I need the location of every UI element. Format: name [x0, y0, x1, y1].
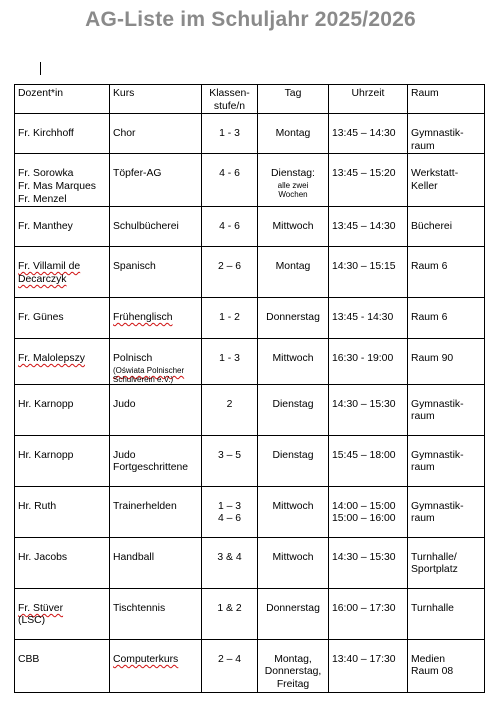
cell-dozent — [15, 339, 110, 385]
cell-klassenstufe-line — [205, 552, 254, 565]
cell-tag-note — [261, 181, 325, 190]
cell-tag — [258, 339, 329, 385]
cell-dozent-line — [18, 450, 106, 463]
cell-raum-line — [411, 312, 481, 325]
cell-uhrzeit-text: 13:45 – 14:30 — [332, 221, 396, 233]
cell-raum-text: Gymnastik- — [411, 449, 464, 461]
cell-tag-note-text: Wochen — [278, 189, 308, 199]
cell-klassenstufe — [202, 114, 258, 154]
cell-raum-line — [411, 666, 481, 679]
cell-tag — [258, 298, 329, 339]
cell-tag-line — [261, 603, 325, 616]
cell-dozent — [15, 588, 110, 639]
cell-tag — [258, 247, 329, 298]
header-kurs: Kurs — [110, 85, 202, 114]
cell-raum-text: Raum 08 — [411, 666, 454, 678]
cell-raum-line — [411, 181, 481, 194]
cell-dozent-line — [18, 181, 106, 194]
cell-raum-line — [411, 450, 481, 463]
cell-uhrzeit-text: 14:30 – 15:15 — [332, 261, 396, 273]
cell-klassenstufe-text: 2 — [226, 398, 233, 410]
cell-tag — [258, 537, 329, 588]
cell-klassenstufe-text: 1 - 2 — [219, 312, 240, 324]
cell-kurs-text: Polnisch — [113, 353, 153, 365]
cell-uhrzeit-line — [332, 552, 404, 565]
cell-tag — [258, 486, 329, 537]
cell-raum — [408, 247, 485, 298]
cell-klassenstufe-text: 4 - 6 — [219, 168, 240, 180]
cell-raum-line — [411, 128, 481, 141]
cell-uhrzeit-line — [332, 221, 404, 234]
cell-tag-line — [261, 552, 325, 565]
cell-uhrzeit-line — [332, 654, 404, 667]
cell-klassenstufe-text: 4 – 6 — [217, 513, 242, 525]
cell-uhrzeit-text: 13:45 – 14:30 — [332, 128, 396, 140]
cell-uhrzeit-line — [332, 399, 404, 412]
cell-kurs-line — [113, 312, 198, 325]
cell-dozent-text: CBB — [18, 653, 40, 665]
cell-uhrzeit-line — [332, 168, 404, 181]
cell-klassenstufe-text: 3 & 4 — [217, 551, 242, 563]
cell-uhrzeit — [329, 639, 408, 692]
cell-kurs-text: Frühenglisch — [113, 312, 173, 324]
ag-table — [14, 84, 485, 693]
cell-raum-line — [411, 603, 481, 616]
cell-raum — [408, 339, 485, 385]
cell-klassenstufe — [202, 435, 258, 486]
cell-raum-line — [411, 501, 481, 514]
text-cursor — [40, 62, 41, 75]
cell-kurs-line — [113, 399, 198, 412]
table-row — [15, 384, 485, 435]
cell-tag-line — [261, 654, 325, 667]
cell-tag-note-text: alle zwei — [277, 180, 309, 190]
cell-klassenstufe-text: 4 - 6 — [219, 221, 240, 233]
cell-klassenstufe-text: 2 – 4 — [217, 653, 242, 665]
cell-uhrzeit-text: 14:30 – 15:30 — [332, 551, 396, 563]
cell-kurs-line — [113, 168, 198, 181]
cell-kurs-text: Tischtennis — [113, 602, 166, 614]
cell-raum-text: Keller — [411, 180, 438, 192]
cell-raum — [408, 537, 485, 588]
cell-kurs — [110, 537, 202, 588]
cell-kurs-text: Computerkurs — [113, 653, 179, 665]
cell-dozent-line — [18, 552, 106, 565]
cell-tag-text: Dienstag: — [271, 168, 315, 180]
cell-dozent-line — [18, 603, 106, 616]
cell-dozent — [15, 486, 110, 537]
table-row — [15, 435, 485, 486]
cell-tag-text: Montag, — [274, 653, 312, 665]
table-row — [15, 537, 485, 588]
cell-raum — [408, 639, 485, 692]
cell-uhrzeit-text: 14:00 – 15:00 — [332, 500, 396, 512]
cell-klassenstufe-line — [205, 513, 254, 526]
cell-raum-line — [411, 411, 481, 424]
cell-raum — [408, 207, 485, 247]
cell-dozent-line — [18, 615, 106, 628]
cell-tag-text: Dienstag — [272, 449, 314, 461]
cell-raum-line — [411, 552, 481, 565]
cell-tag-text: Montag — [275, 261, 311, 273]
cell-kurs — [110, 339, 202, 385]
cell-uhrzeit-text: 14:30 – 15:30 — [332, 398, 396, 410]
cell-raum-line — [411, 513, 481, 526]
cell-dozent-text: Fr. Malolepszy — [18, 353, 85, 365]
header-tag: Tag — [258, 85, 329, 114]
cell-kurs-line — [113, 501, 198, 514]
cell-raum-line — [411, 564, 481, 577]
cell-tag-text: Freitag — [276, 678, 310, 690]
cell-klassenstufe-line — [205, 128, 254, 141]
cell-kurs — [110, 384, 202, 435]
cell-uhrzeit-line — [332, 128, 404, 141]
cell-tag-line — [261, 399, 325, 412]
cell-klassenstufe-line — [205, 353, 254, 366]
cell-uhrzeit-line — [332, 261, 404, 274]
cell-tag-line — [261, 666, 325, 679]
cell-dozent-text: Fr. Stüver — [18, 602, 64, 614]
cell-dozent-line — [18, 168, 106, 181]
cell-klassenstufe — [202, 154, 258, 207]
cell-raum-line — [411, 654, 481, 667]
cell-dozent-text: Decarczyk — [18, 273, 67, 285]
cell-kurs — [110, 114, 202, 154]
cell-raum-line — [411, 462, 481, 475]
cell-uhrzeit-line — [332, 603, 404, 616]
cell-dozent-text: Fr. Menzel — [18, 193, 67, 205]
cell-tag — [258, 207, 329, 247]
cell-dozent — [15, 639, 110, 692]
cell-raum — [408, 298, 485, 339]
cell-tag-line — [261, 450, 325, 463]
cell-dozent-text: Fr. Sorowka — [18, 168, 74, 180]
cell-uhrzeit — [329, 154, 408, 207]
cell-dozent-line — [18, 128, 106, 141]
cell-uhrzeit — [329, 486, 408, 537]
cell-raum-line — [411, 168, 481, 181]
cell-kurs-text: Chor — [113, 128, 136, 140]
cell-kurs-note-text: (Oświata Polnischer — [113, 365, 185, 375]
cell-tag-line — [261, 128, 325, 141]
cell-kurs — [110, 486, 202, 537]
cell-uhrzeit — [329, 435, 408, 486]
cell-uhrzeit — [329, 339, 408, 385]
header-klassenstufe-line2: stufe/n — [213, 100, 246, 112]
cell-dozent-text: Hr. Ruth — [18, 500, 57, 512]
cell-kurs-line — [113, 552, 198, 565]
cell-kurs — [110, 207, 202, 247]
cell-kurs — [110, 639, 202, 692]
cell-tag-text: Mittwoch — [272, 500, 314, 512]
cell-kurs-line — [113, 353, 198, 366]
cell-kurs-line — [113, 654, 198, 667]
cell-tag-text: Donnerstag — [266, 602, 320, 614]
header-raum: Raum — [408, 85, 485, 114]
cell-uhrzeit-line — [332, 353, 404, 366]
cell-raum-text: Turnhalle — [411, 602, 454, 614]
table-body — [15, 114, 485, 692]
cell-kurs-note — [113, 366, 198, 375]
cell-klassenstufe-text: 1 - 3 — [219, 353, 240, 365]
table-row — [15, 639, 485, 692]
table-row — [15, 114, 485, 154]
cell-kurs-line — [113, 450, 198, 463]
cell-uhrzeit-text: 15:45 – 18:00 — [332, 449, 396, 461]
cell-uhrzeit-line — [332, 513, 404, 526]
cell-tag — [258, 114, 329, 154]
cell-kurs-text: Judo — [113, 398, 136, 410]
cell-klassenstufe-line — [205, 221, 254, 234]
cell-raum-text: Gymnastik- — [411, 500, 464, 512]
header-klassenstufe — [202, 85, 258, 114]
cell-dozent — [15, 537, 110, 588]
cell-tag-line — [261, 261, 325, 274]
cell-dozent — [15, 154, 110, 207]
cell-raum-line — [411, 221, 481, 234]
cell-uhrzeit — [329, 247, 408, 298]
header-uhrzeit: Uhrzeit — [329, 85, 408, 114]
cell-tag-line — [261, 353, 325, 366]
cell-uhrzeit-text: 13:45 - 14:30 — [332, 312, 394, 324]
cell-tag-text: Mittwoch — [272, 551, 314, 563]
cell-raum — [408, 486, 485, 537]
cell-tag — [258, 588, 329, 639]
cell-raum — [408, 384, 485, 435]
cell-klassenstufe-line — [205, 603, 254, 616]
cell-raum — [408, 588, 485, 639]
cell-tag-text: Mittwoch — [272, 221, 314, 233]
cell-klassenstufe-line — [205, 261, 254, 274]
cell-raum-text: Raum 6 — [411, 261, 448, 273]
cell-dozent — [15, 384, 110, 435]
cell-tag-text: Montag — [275, 128, 311, 140]
cell-raum-text: Raum 6 — [411, 312, 448, 324]
cell-tag — [258, 154, 329, 207]
table-row — [15, 298, 485, 339]
cell-klassenstufe-line — [205, 654, 254, 667]
cell-kurs — [110, 588, 202, 639]
table-row — [15, 207, 485, 247]
cell-dozent-line — [18, 312, 106, 325]
cell-klassenstufe-text: 1 – 3 — [217, 500, 242, 512]
table-row — [15, 154, 485, 207]
cell-uhrzeit-text: 15:00 – 16:00 — [332, 513, 396, 525]
cell-raum — [408, 154, 485, 207]
cell-raum-text: Gymnastik- — [411, 128, 464, 140]
cell-raum-text: Medien — [411, 653, 446, 665]
cell-klassenstufe — [202, 247, 258, 298]
cell-raum-text: Raum 90 — [411, 353, 454, 365]
cell-tag-text: Donnerstag — [266, 312, 320, 324]
header-klassenstufe-line1: Klassen- — [209, 88, 250, 99]
cell-dozent-text: Hr. Karnopp — [18, 398, 74, 410]
cell-raum-text: Bücherei — [411, 221, 453, 233]
cell-raum-text: raum — [411, 411, 435, 423]
cell-dozent-text: Hr. Karnopp — [18, 449, 74, 461]
cell-tag-text: Dienstag — [272, 398, 314, 410]
table-header-row — [15, 85, 485, 114]
cell-kurs — [110, 154, 202, 207]
cell-uhrzeit-line — [332, 312, 404, 325]
header-dozent: Dozent*in — [15, 85, 110, 114]
cell-raum-line — [411, 261, 481, 274]
cell-tag — [258, 435, 329, 486]
cell-kurs-text: Handball — [113, 551, 155, 563]
cell-klassenstufe — [202, 384, 258, 435]
cell-klassenstufe-line — [205, 168, 254, 181]
cell-klassenstufe-text: 2 – 6 — [217, 261, 242, 273]
cell-klassenstufe-line — [205, 501, 254, 514]
cell-uhrzeit — [329, 384, 408, 435]
cell-klassenstufe-text: 1 - 3 — [219, 128, 240, 140]
cell-tag-text: Donnerstag, — [264, 666, 322, 678]
cell-dozent-text: Fr. Günes — [18, 312, 64, 324]
cell-kurs-line — [113, 221, 198, 234]
cell-kurs-line — [113, 603, 198, 616]
cell-dozent-line — [18, 221, 106, 234]
cell-kurs-text: Fortgeschrittene — [113, 462, 189, 474]
cell-raum-line — [411, 141, 481, 154]
cell-tag — [258, 639, 329, 692]
cell-dozent-text: Fr. Manthey — [18, 221, 73, 233]
cell-kurs — [110, 247, 202, 298]
table-row — [15, 247, 485, 298]
cell-dozent-text: Fr. Kirchhoff — [18, 128, 74, 140]
cell-klassenstufe — [202, 639, 258, 692]
cell-klassenstufe — [202, 588, 258, 639]
cell-uhrzeit-line — [332, 501, 404, 514]
cell-uhrzeit-text: 16:00 – 17:30 — [332, 602, 396, 614]
cell-tag-line — [261, 679, 325, 692]
cell-uhrzeit-text: 16:30 - 19:00 — [332, 353, 394, 365]
cell-klassenstufe-text: 1 & 2 — [217, 602, 242, 614]
cell-dozent-line — [18, 353, 106, 366]
cell-klassenstufe — [202, 486, 258, 537]
cell-uhrzeit — [329, 588, 408, 639]
cell-uhrzeit — [329, 207, 408, 247]
document-title: AG-Liste im Schuljahr 2025/2026 — [85, 8, 416, 31]
cell-dozent-line — [18, 194, 106, 207]
cell-uhrzeit — [329, 114, 408, 154]
cell-dozent-line — [18, 501, 106, 514]
cell-klassenstufe — [202, 207, 258, 247]
cell-uhrzeit — [329, 298, 408, 339]
cell-raum-text: Gymnastik- — [411, 398, 464, 410]
cell-kurs-text: Trainerhelden — [113, 500, 177, 512]
cell-tag-line — [261, 312, 325, 325]
cell-dozent-line — [18, 654, 106, 667]
cell-raum-text: raum — [411, 462, 435, 474]
cell-dozent-text: Fr. Mas Marques — [18, 180, 96, 192]
cell-raum-text: Turnhalle/ — [411, 551, 457, 563]
cell-uhrzeit-line — [332, 450, 404, 463]
cell-kurs-text: Spanisch — [113, 261, 156, 273]
cell-dozent-line — [18, 274, 106, 287]
cell-raum-text: Werkstatt- — [411, 168, 459, 180]
cell-uhrzeit — [329, 537, 408, 588]
cell-klassenstufe — [202, 537, 258, 588]
cell-dozent-text: Hr. Jacobs — [18, 551, 68, 563]
cell-raum — [408, 435, 485, 486]
cell-raum-text: raum — [411, 513, 435, 525]
cell-kurs-line — [113, 261, 198, 274]
cell-raum — [408, 114, 485, 154]
cell-uhrzeit-text: 13:40 – 17:30 — [332, 653, 396, 665]
cell-raum-text: raum — [411, 140, 435, 152]
cell-dozent — [15, 207, 110, 247]
cell-dozent-text: Fr. Villamil de — [18, 261, 81, 273]
table-row — [15, 339, 485, 385]
cell-tag-line — [261, 501, 325, 514]
cell-kurs-text: Töpfer-AG — [113, 168, 162, 180]
cell-dozent-line — [18, 399, 106, 412]
cell-tag-line — [261, 221, 325, 234]
cell-dozent-line — [18, 261, 106, 274]
cell-klassenstufe-text: 3 – 5 — [217, 449, 242, 461]
cell-kurs-text: Judo — [113, 449, 136, 461]
cell-kurs — [110, 298, 202, 339]
table-row — [15, 588, 485, 639]
cell-klassenstufe-line — [205, 450, 254, 463]
table-row — [15, 486, 485, 537]
cell-kurs-note — [113, 375, 198, 384]
cell-tag-line — [261, 168, 325, 181]
cell-kurs-line — [113, 128, 198, 141]
cell-kurs — [110, 435, 202, 486]
cell-klassenstufe — [202, 298, 258, 339]
cell-raum-line — [411, 399, 481, 412]
cell-dozent — [15, 435, 110, 486]
cell-klassenstufe — [202, 339, 258, 385]
cell-tag-note — [261, 190, 325, 199]
cell-klassenstufe-line — [205, 312, 254, 325]
cell-tag — [258, 384, 329, 435]
cell-dozent-text: (LSC) — [18, 615, 46, 627]
cell-kurs-line — [113, 462, 198, 475]
cell-dozent — [15, 298, 110, 339]
cell-uhrzeit-text: 13:45 – 15:20 — [332, 168, 396, 180]
cell-dozent — [15, 247, 110, 298]
cell-raum-line — [411, 353, 481, 366]
cell-klassenstufe-line — [205, 399, 254, 412]
cell-dozent — [15, 114, 110, 154]
cell-kurs-note-text: Schulverein e.V.) — [113, 374, 174, 384]
cell-tag-text: Mittwoch — [272, 353, 314, 365]
cell-raum-text: Sportplatz — [411, 564, 458, 576]
cell-kurs-text: Schulbücherei — [113, 221, 179, 233]
